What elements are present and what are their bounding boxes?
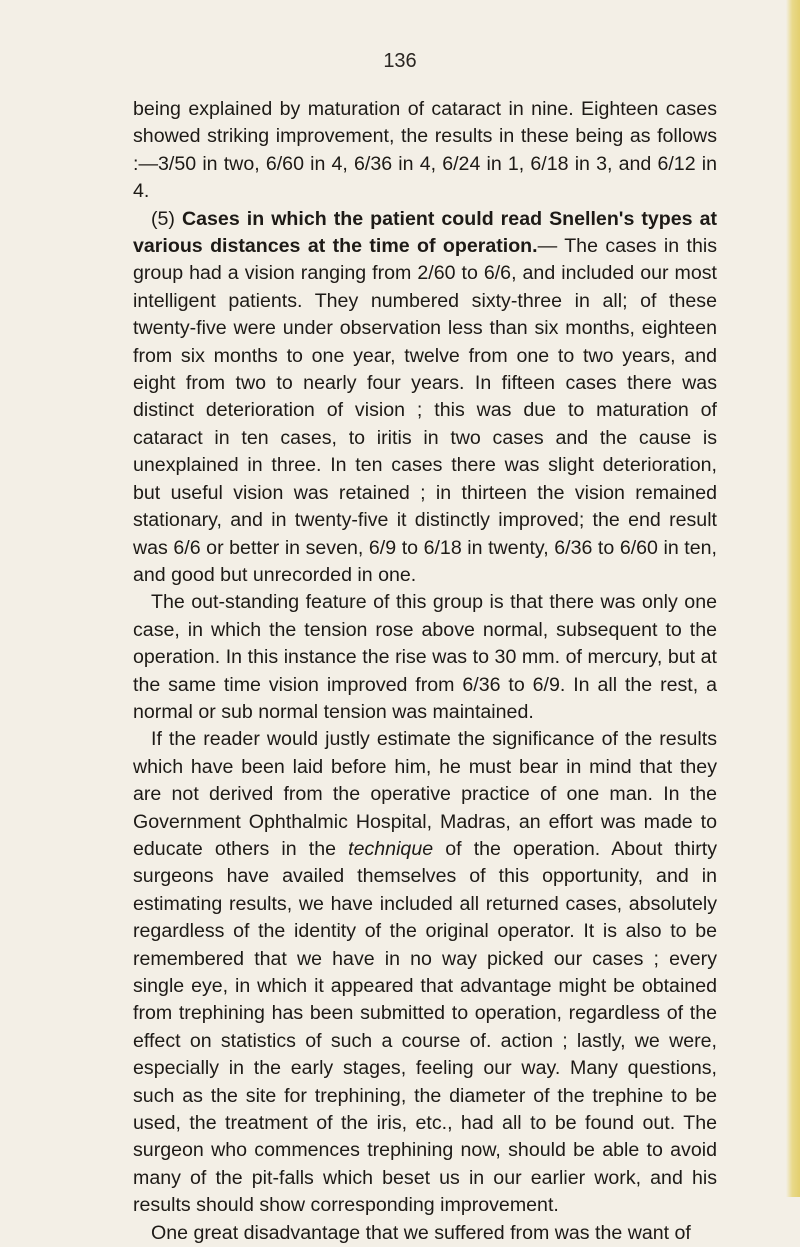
italic-word: technique [348,837,434,860]
paragraph-significance [133,726,717,1219]
paragraph-text-cont: of the operation. About thirty surgeons have availed themselves of this opportunity, and in estimating results, we have included all returned cases, absolutely regardless of the identity of the original operator. It is also to be remembered that we have in no way picked our cases ; every single eye, in which it appeared that advantage might be obtained from trephining has been submitted to operation, regardless of the effect on statistics of such a course of. action ; lastly, we were, especially in the early stages, feeling our way. Many questions, such as the site for trephining, the diameter of the trephine to be used, the treatment of the iris, etc., had all to be found out. The surgeon who commences trephining now, should be able to avoid many of the pit-falls which beset us in our earlier work, and his results should show corresponding improvement. [133,837,718,1217]
section-body: — The cases in this group had a vision ranging from 2/60 to 6/6, and included our most intelligent patients. They numbered sixty-three in all; of these twenty-five were under observation less than six months, eighteen from six months to one year, twelve from one to two years, and eight from two to nearly four years. In fifteen cases there was distinct deterioration of vision ; this was due to maturation of cataract in ten cases, to iritis in two cases and the cause is unexplained in three. In ten cases there was slight deterioration, but useful vision was retained ; in thirteen the vision remained stationary, and in twenty-five it distinctly improved; the end result was 6/6 or better in seven, 6/9 to 6/18 in twenty, 6/36 to 6/60 in ten, and good but unrecorded in one. [133,235,717,586]
section-number: (5) [151,207,182,230]
paragraph-text: If the reader would justly estimate the significance of the results which have been laid before him, he must bear in mind that they are not derived from the operative practice of one man. In the Government Ophthalmic Hospital, Madras, an effort was made to educate others in the [133,728,717,860]
paragraph-tension: The out-standing feature of this group is that there was only one case, in which the tension rose above normal, subsequent to the operation. In this instance the rise was to 30 mm. of mercury, but at the same time vision improved from 6/36 to 6/9. In all the rest, a normal or sub normal tension was maintained. [133,591,717,723]
page-number: 136 [383,50,417,72]
paragraph-disadvantage: One great disadvantage that we suffered from was the want of [151,1221,691,1244]
page-edge-shading [786,0,800,1197]
paragraph-continuation: being explained by maturation of cataract in nine. Eighteen cases showed striking improvement, the results in these being as follows :—3/50 in two, 6/60 in 4, 6/36 in 4, 6/24 in 1, 6/18 in 3, and 6/12 in 4. [133,98,717,203]
section-heading: Cases in which the patient could read Snellen's types at various distances at the time of operation. [133,207,718,258]
body-text [133,96,717,1247]
paragraph-section-5 [133,206,717,590]
